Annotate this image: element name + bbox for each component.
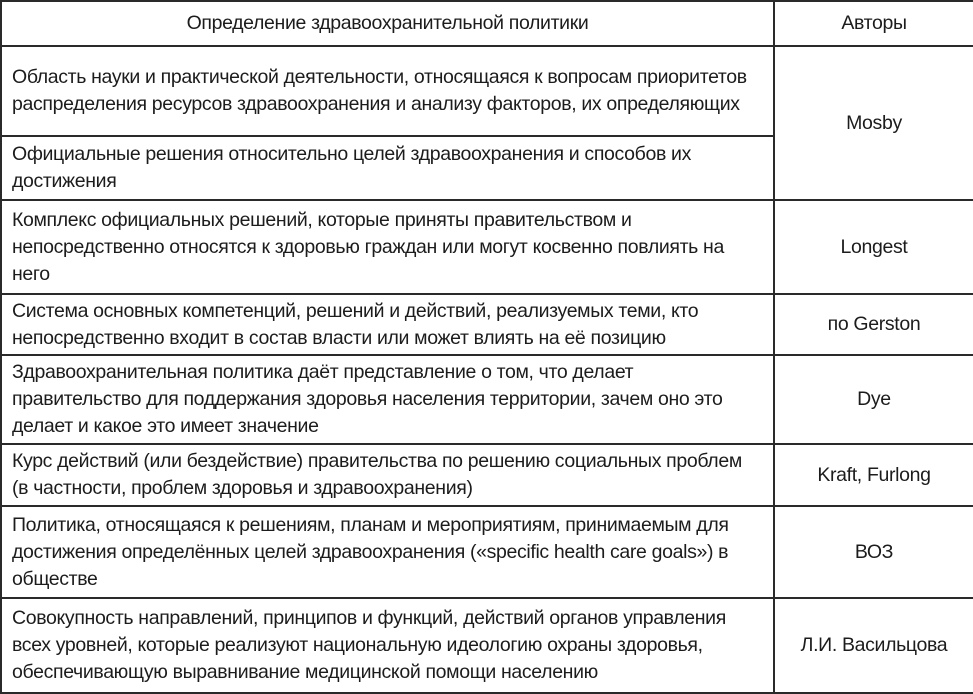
author-cell: Longest bbox=[774, 200, 973, 294]
header-row bbox=[1, 1, 973, 46]
header-authors: Авторы bbox=[774, 1, 973, 46]
definition-cell: Здравоохранительная политика даёт представление о том, что делает правительство для поддержания здоровья населения территории, зачем оно это делает и какое это имеет значение bbox=[1, 355, 774, 444]
definition-cell: Область науки и практической деятельности, относящаяся к вопросам приоритетов распределения ресурсов здравоохранения и анализу факторов, их определяющих bbox=[1, 46, 774, 136]
author-cell: Mosby bbox=[774, 46, 973, 200]
author-cell: Dye bbox=[774, 355, 973, 444]
author-cell: по Gerston bbox=[774, 294, 973, 355]
definition-cell: Совокупность направлений, принципов и функций, действий органов управления всех уровней, которые реализуют национальную идеологию охраны здоровья, обеспечивающую выравнивание медицинской помощи населению bbox=[1, 598, 774, 693]
table-row bbox=[1, 46, 973, 136]
author-cell: Kraft, Furlong bbox=[774, 444, 973, 506]
author-cell: ВОЗ bbox=[774, 506, 973, 598]
table-row bbox=[1, 355, 973, 444]
definition-cell: Система основных компетенций, решений и действий, реализуемых теми, кто непосредственно входит в состав власти или может влиять на её позицию bbox=[1, 294, 774, 355]
table-row bbox=[1, 200, 973, 294]
table-row bbox=[1, 506, 973, 598]
table-row bbox=[1, 598, 973, 693]
table-row bbox=[1, 444, 973, 506]
table-row bbox=[1, 294, 973, 355]
header-definition: Определение здравоохранительной политики bbox=[1, 1, 774, 46]
definition-cell: Официальные решения относительно целей здравоохранения и способов их достижения bbox=[1, 136, 774, 200]
definition-cell: Политика, относящаяся к решениям, планам и мероприятиям, принимаемым для достижения определённых целей здравоохранения («specific health care goals») в обществе bbox=[1, 506, 774, 598]
definition-cell: Комплекс официальных решений, которые приняты правительством и непосредственно относятся к здоровью граждан или могут косвенно повлиять на него bbox=[1, 200, 774, 294]
definition-cell: Курс действий (или бездействие) правительства по решению социальных проблем (в частности, проблем здоровья и здравоохранения) bbox=[1, 444, 774, 506]
author-cell: Л.И. Васильцова bbox=[774, 598, 973, 693]
